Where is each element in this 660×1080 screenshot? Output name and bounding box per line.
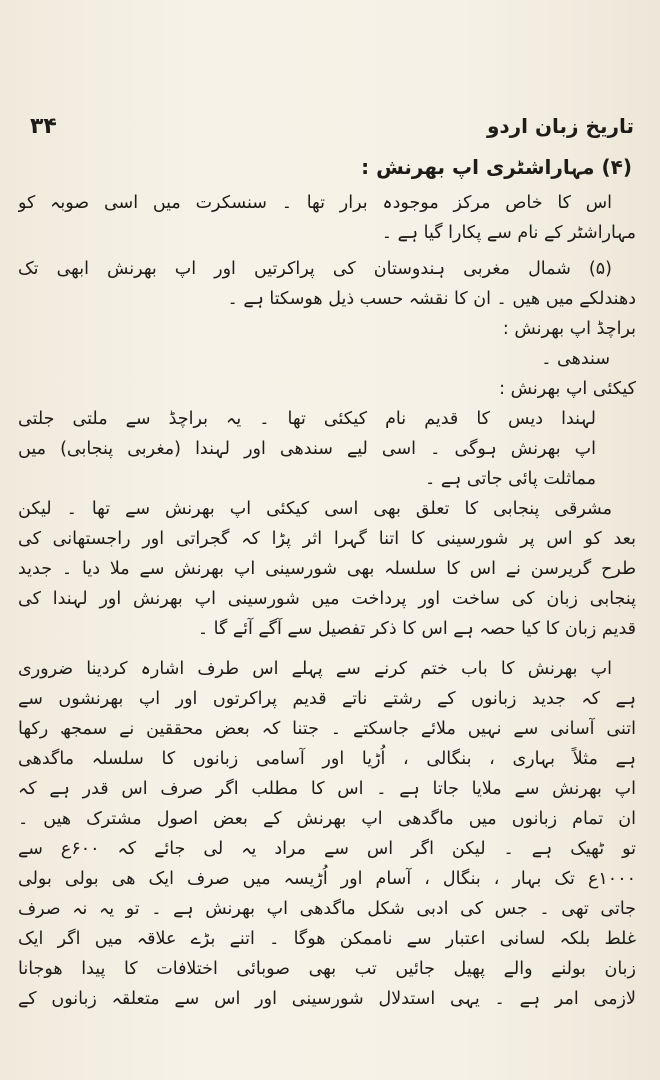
text-line: سندھی ۔ — [541, 349, 610, 369]
text-line: اپ بھرنش کا باب ختم کرنے سے پہلے اس طرف اشارہ کردینا ضروری — [18, 659, 612, 679]
text-line: تو ٹھیک ہے ۔ لیکن اگر اس سے مراد یہ لی جائے کہ ۶۰۰ع سے — [18, 839, 636, 859]
text-line: قدیم زبان کا کیا حصہ ہے اس کا ذکر تفصیل سے آگے آئے گا ۔ — [197, 619, 636, 639]
text-line: مماثلت پائی جاتی ہے ۔ — [425, 469, 596, 489]
page-number: ۳۴ — [30, 114, 57, 139]
text-line: ۱۰۰۰ع تک بہار ، بنگال ، آسام اور اُڑیسہ میں صرف ایک ھی بولی بولی — [18, 869, 636, 889]
text-line: اپ بھرنش ہوگی ۔ اسی لیے سندھی اور لہندا (مغربی پنجابی) میں — [18, 439, 596, 459]
text-line: غلط بلکہ لسانی اعتبار سے ناممکن ھوگا ۔ اتنے بڑے علاقہ میں اگر ایک — [18, 929, 636, 949]
page-body — [18, 152, 636, 1014]
text-line: زبان بولنے والے پھیل جائیں تب بھی صوبائی اختلافات کا پیدا ھوجانا — [18, 959, 636, 979]
text-line: ہے کہ جدید زبانوں کے رشتے ناتے قدیم پراکرتوں اور اپ بھرنشوں سے — [18, 689, 636, 709]
text-line: مہاراشٹر کے نام سے پکارا گیا ہے ۔ — [381, 223, 636, 243]
text-line: براچڈ اپ بھرنش : — [502, 319, 636, 339]
text-line: جاتی تھی ۔ جس کی ادبی شکل ماگدھی اپ بھرنش ہے ۔ تو یہ نہ صرف — [18, 899, 636, 919]
text-line: لہندا دیس کا قدیم نام کیکئی تھا ۔ یہ براچڈ سے ملتی جلتی — [18, 409, 596, 429]
text-line: لازمی امر ہے ۔ یہی استدلال شورسینی اور اس سے متعلقہ زبانوں کے — [18, 989, 636, 1009]
text-line: اپ بھرنش سے ملایا جاتا ہے ۔ اس کا مطلب اگر صرف اس قدر ہے کہ — [18, 779, 636, 799]
text-line: ان تمام زبانوں میں ماگدھی اپ بھرنش کے بعض اصول مشترک ھیں ۔ — [18, 809, 636, 829]
page-header — [20, 112, 634, 146]
section-heading-5: (۵) شمال مغربی ہندوستان کی پراکرتیں اور اپ بھرنش ابھی تک — [18, 259, 612, 279]
text-line: دھندلکے میں ھیں ۔ ان کا نقشہ حسب ذیل ھوسکتا ہے ۔ — [227, 289, 636, 309]
text-line: بعد کو اس پر شورسینی کا اتنا گہرا اثر پڑا کہ گجراتی اور راجستھانی کی — [18, 529, 636, 549]
running-head: تاریخ زبان اردو — [486, 114, 634, 138]
text-line: اتنی آسانی سے نہیں ملائے جاسکتے ۔ جتنا کہ بعض محققین نے سمجھ رکھا — [18, 719, 636, 739]
text-line: طرح گریرسن نے اس کا سلسلہ بھی شورسینی اپ بھرنش سے ملا دیا ۔ جدید — [18, 559, 636, 579]
text-line: پنجابی زبان کی ساخت اور پرداخت میں شورسینی اپ بھرنش اور لہندا کی — [18, 589, 636, 609]
section-heading-4: (۴) مہاراشٹری اپ بھرنش : — [361, 155, 632, 179]
text-line: کیکئی اپ بھرنش : — [499, 379, 636, 399]
text-line: اس کا خاص مرکز موجودہ برار تھا ۔ سنسکرت میں اسی صوبہ کو — [18, 193, 612, 213]
text-line: مشرقی پنجابی کا تعلق بھی اسی کیکئی اپ بھرنش سے تھا ۔ لیکن — [18, 499, 612, 519]
text-line: ہے مثلاً بہاری ، بنگالی ، اُڑیا اور آسامی زبانوں کا سلسلہ ماگدھی — [18, 749, 636, 769]
